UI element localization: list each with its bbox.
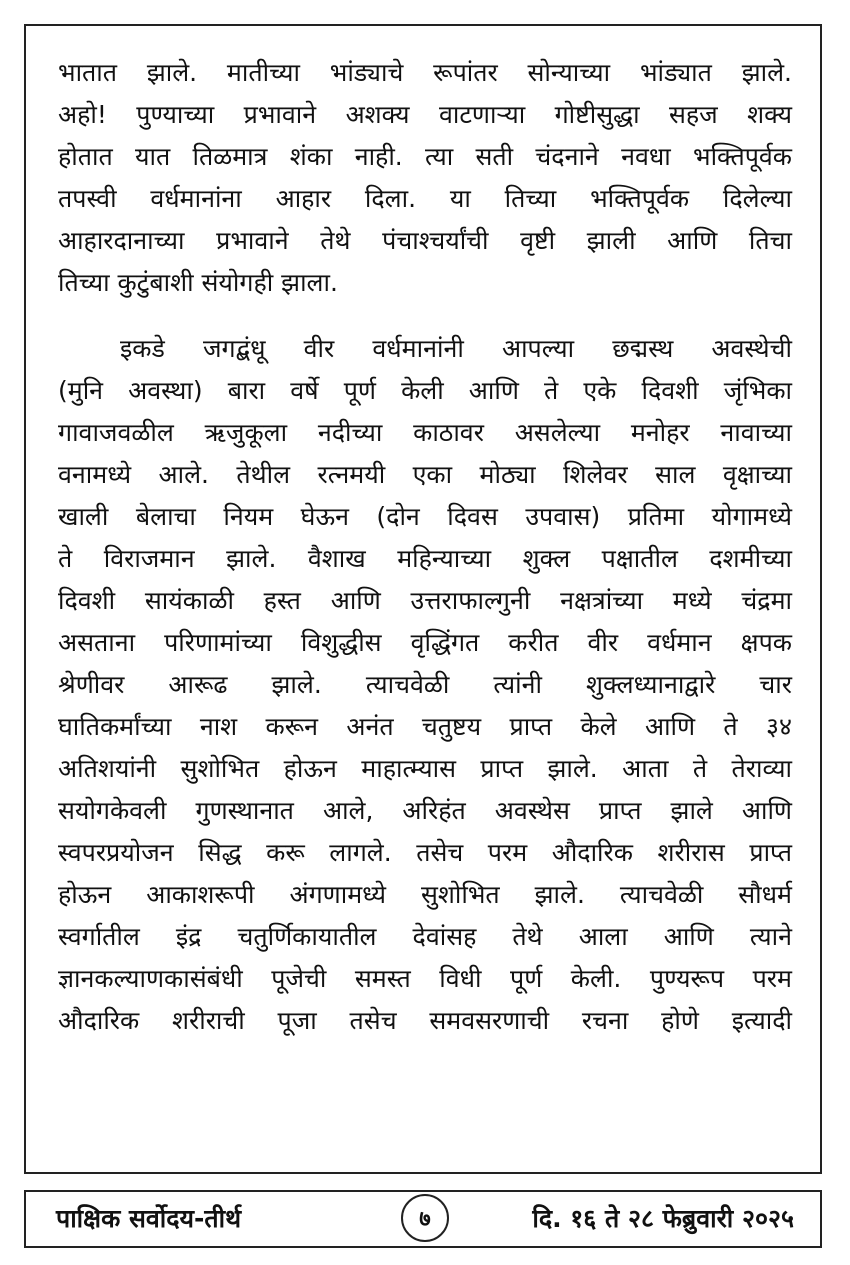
paragraph-gap	[58, 304, 792, 328]
text-line: असताना परिणामांच्या विशुद्धीस वृद्धिंगत करीत वीर वर्धमान क्षपक	[58, 628, 792, 657]
content-frame	[24, 24, 822, 1174]
text-line: भातात झाले. मातीच्या भांड्याचे रूपांतर सोन्याच्या भांड्यात झाले.	[58, 58, 792, 87]
text-line: तिच्या कुटुंबाशी संयोगही झाला.	[58, 268, 338, 297]
page-number: ७	[419, 1207, 431, 1232]
text-line: (मुनि अवस्था) बारा वर्षे पूर्ण केली आणि ते एके दिवशी जृंभिका	[58, 376, 792, 405]
text-line: अहो! पुण्याच्या प्रभावाने अशक्य वाटणाऱ्या गोष्टीसुद्धा सहज शक्य	[58, 100, 792, 129]
text-line-indented	[58, 328, 792, 370]
text-line: ज्ञानकल्याणकासंबंधी पूजेची समस्त विधी पूर्ण केली. पुण्यरूप परम	[58, 964, 792, 993]
paragraph-2	[58, 328, 792, 1042]
text-line: अतिशयांनी सुशोभित होऊन माहात्म्यास प्राप्त झाले. आता ते तेराव्या	[58, 754, 792, 783]
text-line: स्वर्गातील इंद्र चतुर्णिकायातील देवांसह तेथे आला आणि त्याने	[58, 922, 792, 951]
text-line: होतात यात तिळमात्र शंका नाही. त्या सती चंदनाने नवधा भक्तिपूर्वक	[58, 142, 792, 171]
text-line: आहारदानाच्या प्रभावाने तेथे पंचाश्चर्यांची वृष्टी झाली आणि तिचा	[58, 226, 792, 255]
publication-title: पाक्षिक सर्वोदय-तीर्थ	[56, 1204, 242, 1233]
text-line: सयोगकेवली गुणस्थानात आले, अरिहंत अवस्थेस प्राप्त झाले आणि	[58, 796, 792, 825]
text-line-content: इकडे जगद्बंधू वीर वर्धमानांनी आपल्या छद्मस्थ अवस्थेची	[120, 334, 792, 363]
text-line: गावाजवळील ऋजुकूला नदीच्या काठावर असलेल्या मनोहर नावाच्या	[58, 418, 792, 447]
text-line: ते विराजमान झाले. वैशाख महिन्याच्या शुक्ल पक्षातील दशमीच्या	[58, 544, 792, 573]
paragraph-1	[58, 52, 792, 304]
text-line: तपस्वी वर्धमानांना आहार दिला. या तिच्या भक्तिपूर्वक दिलेल्या	[58, 184, 792, 213]
page-number-badge	[401, 1194, 449, 1242]
text-line: दिवशी सायंकाळी हस्त आणि उत्तराफाल्गुनी नक्षत्रांच्या मध्ये चंद्रमा	[58, 586, 792, 615]
issue-date-range: दि. १६ ते २८ फेब्रुवारी २०२५	[532, 1204, 794, 1233]
article-body	[58, 52, 792, 1042]
text-line: स्वपरप्रयोजन सिद्ध करू लागले. तसेच परम औदारिक शरीरास प्राप्त	[58, 838, 792, 867]
text-line: घातिकर्मांच्या नाश करून अनंत चतुष्टय प्राप्त केले आणि ते ३४	[58, 712, 792, 741]
page-footer	[24, 1190, 822, 1248]
text-line: होऊन आकाशरूपी अंगणामध्ये सुशोभित झाले. त्याचवेळी सौधर्म	[58, 880, 792, 909]
text-line: श्रेणीवर आरूढ झाले. त्याचवेळी त्यांनी शुक्लध्यानाद्वारे चार	[58, 670, 792, 699]
text-line: वनामध्ये आले. तेथील रत्नमयी एका मोठ्या शिलेवर साल वृक्षाच्या	[58, 460, 792, 489]
text-line: औदारिक शरीराची पूजा तसेच समवसरणाची रचना होणे इत्यादी	[58, 1006, 792, 1035]
text-line: खाली बेलाचा नियम घेऊन (दोन दिवस उपवास) प्रतिमा योगामध्ये	[58, 502, 792, 531]
